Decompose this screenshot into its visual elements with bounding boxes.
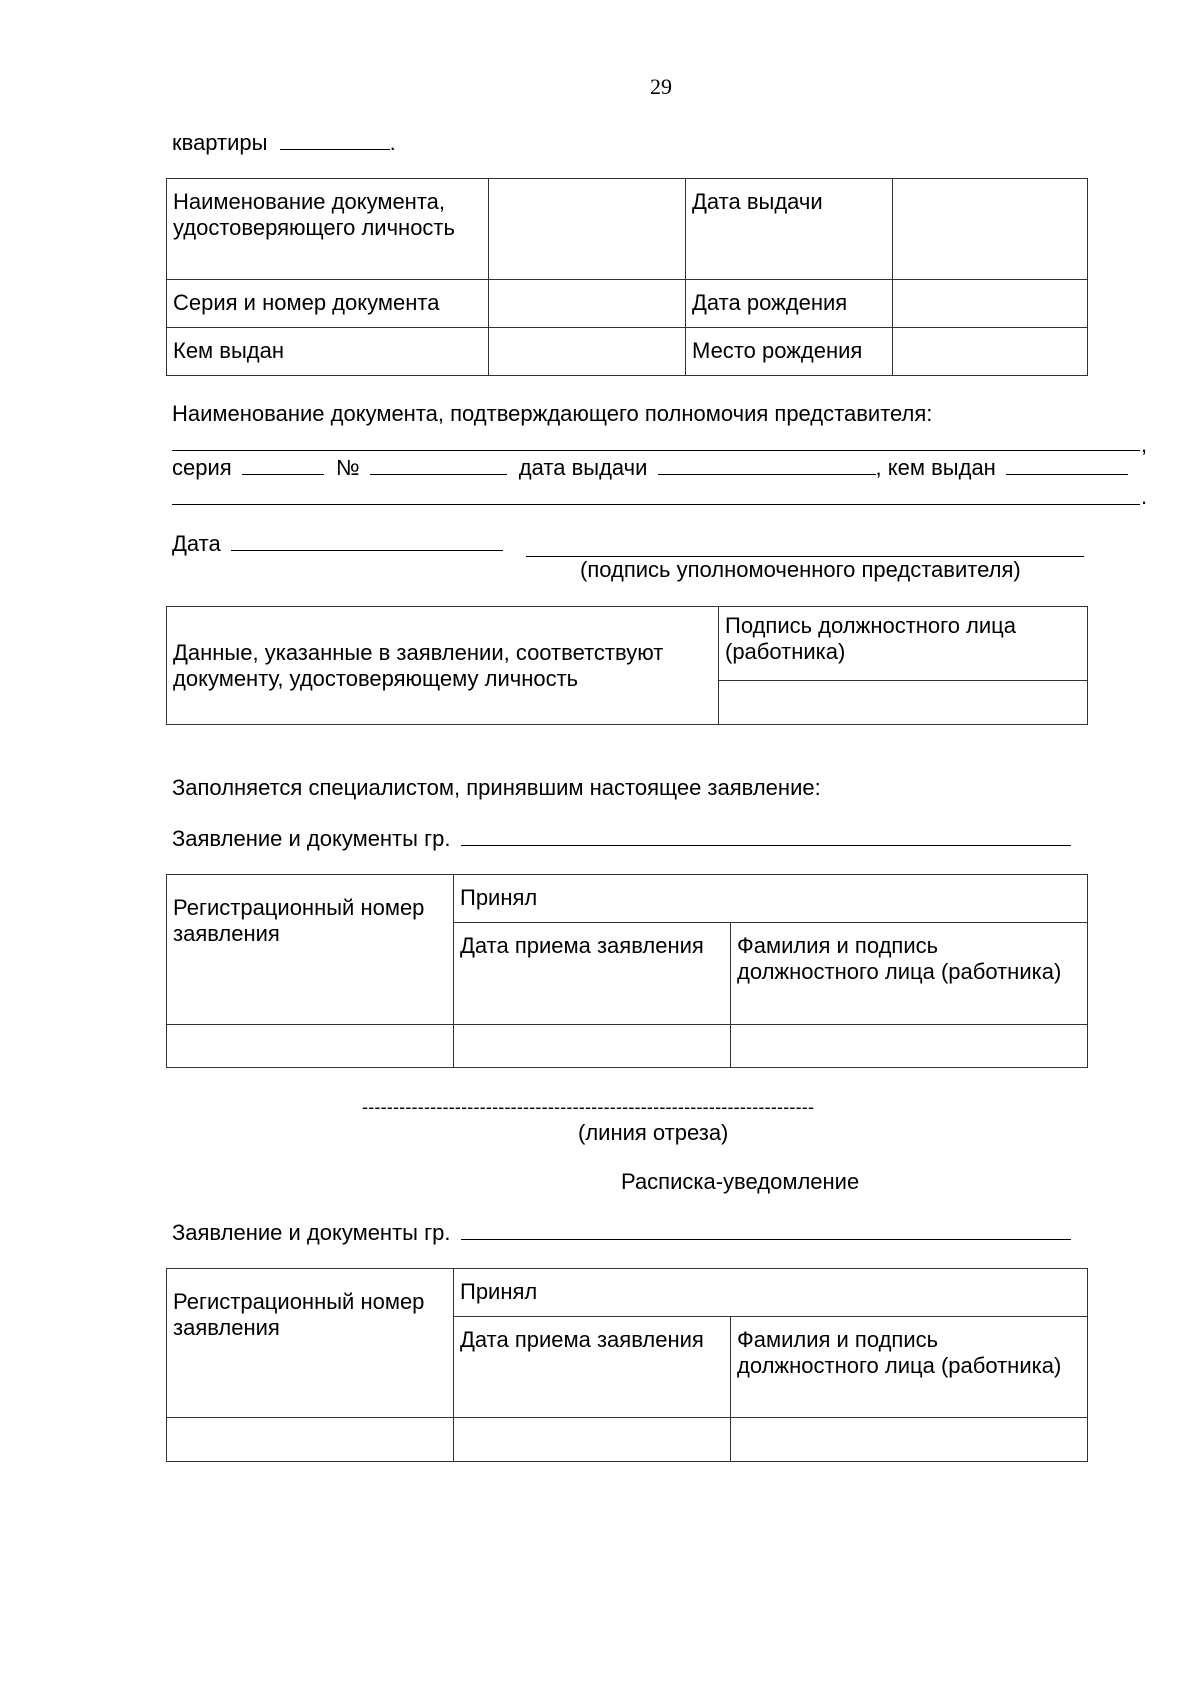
issue-date-label: Дата выдачи <box>686 179 893 280</box>
documents-from-line <box>172 825 1071 852</box>
date-received-value[interactable] <box>454 1025 731 1068</box>
reception-table <box>166 874 1088 1068</box>
issued-by-label: , кем выдан <box>875 455 996 480</box>
receipt-documents-blank[interactable] <box>461 1219 1071 1240</box>
period: . <box>1141 484 1148 509</box>
documents-from-label: Заявление и документы гр. <box>172 826 451 851</box>
series-blank[interactable] <box>242 454 324 475</box>
issue-date-blank[interactable] <box>658 454 876 475</box>
receipt-reg-number-label: Регистрационный номер заявления <box>167 1269 454 1418</box>
representative-series-line <box>172 454 1128 481</box>
apartment-blank[interactable] <box>280 129 390 150</box>
issued-by-label: Кем выдан <box>167 328 489 376</box>
reg-number-label: Регистрационный номер заявления <box>167 875 454 1025</box>
birth-date-value[interactable] <box>893 280 1088 328</box>
issued-by-blank[interactable] <box>1006 454 1128 475</box>
receipt-title: Расписка-уведомление <box>621 1169 860 1194</box>
receipt-date-received-value[interactable] <box>454 1418 731 1462</box>
representative-doc-blank[interactable] <box>172 450 1140 451</box>
receipt-name-signature-value[interactable] <box>731 1418 1088 1462</box>
number-label: № <box>335 455 360 480</box>
page-number: 29 <box>650 74 672 99</box>
issue-date-value[interactable] <box>893 179 1088 280</box>
receipt-reg-number-value[interactable] <box>167 1418 454 1462</box>
signature-caption: (подпись уполномоченного представителя) <box>580 557 1021 582</box>
apartment-label: квартиры <box>172 130 268 155</box>
date-received-label: Дата приема заявления <box>454 923 731 1025</box>
identity-table <box>166 178 1088 376</box>
receipt-date-received-label: Дата приема заявления <box>454 1317 731 1418</box>
issued-by-value[interactable] <box>489 328 686 376</box>
date-blank[interactable] <box>231 530 503 551</box>
receipt-name-signature-label: Фамилия и подпись должностного лица (работника) <box>731 1317 1088 1418</box>
verification-statement: Данные, указанные в заявлении, соответствуют документу, удостоверяющему личность <box>167 607 719 725</box>
name-signature-label: Фамилия и подпись должностного лица (работника) <box>731 923 1088 1025</box>
reg-number-value[interactable] <box>167 1025 454 1068</box>
receipt-table <box>166 1268 1088 1462</box>
identity-doc-name-value[interactable] <box>489 179 686 280</box>
series-number-label: Серия и номер документа <box>167 280 489 328</box>
apartment-line: квартиры . <box>172 130 396 155</box>
specialist-note: Заполняется специалистом, принявшим настоящее заявление: <box>172 775 821 800</box>
date-line <box>172 530 503 557</box>
series-label: серия <box>172 455 232 480</box>
receipt-accepted-label: Принял <box>454 1269 1088 1317</box>
date-label: Дата <box>172 531 221 556</box>
representative-doc-label: Наименование документа, подтверждающего полномочия представителя: <box>172 401 933 426</box>
comma: , <box>1141 432 1148 457</box>
documents-from-blank[interactable] <box>461 825 1071 846</box>
series-number-value[interactable] <box>489 280 686 328</box>
accepted-label: Принял <box>454 875 1088 923</box>
cut-line-caption: (линия отреза) <box>578 1120 729 1145</box>
representative-extra-blank[interactable] <box>172 504 1140 505</box>
receipt-documents-label: Заявление и документы гр. <box>172 1220 451 1245</box>
verification-table <box>166 606 1088 725</box>
name-signature-value[interactable] <box>731 1025 1088 1068</box>
cut-line: ------------------------------------------------------------------------- <box>362 1097 815 1117</box>
birth-place-label: Место рождения <box>686 328 893 376</box>
official-signature-value[interactable] <box>719 681 1088 725</box>
birth-date-label: Дата рождения <box>686 280 893 328</box>
identity-doc-name-label: Наименование документа, удостоверяющего личность <box>167 179 489 280</box>
birth-place-value[interactable] <box>893 328 1088 376</box>
issue-date-label: дата выдачи <box>518 455 648 480</box>
receipt-documents-line <box>172 1219 1071 1246</box>
official-signature-label: Подпись должностного лица (работника) <box>719 607 1088 681</box>
number-blank[interactable] <box>370 454 507 475</box>
